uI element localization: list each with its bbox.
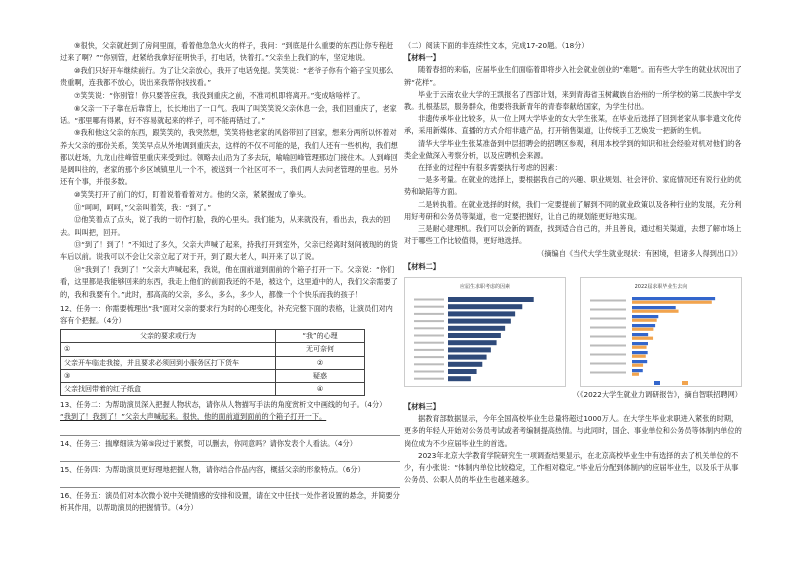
- bar: [448, 326, 505, 331]
- table-row: [61, 356, 365, 369]
- bar: [632, 355, 646, 358]
- paragraph-10: ⑩我们只好开车继续前行。为了让父亲放心，我开了电话免提。笑笑说：“老爷子你有个箱子宝贝那么贵重啊，连我都不放心，说出来我帮你找找看。”: [60, 65, 394, 88]
- material-3-para: 2023年北京大学教育学院研究生一项调查结果显示，在北京高校毕业生中有选择的去了机关单位的不少，有小张说：“体制内单位比较稳定，工作相对稳定。”毕业后分配到体制内的应届毕业生，以及乐于从事公务员、公职人员的毕业生也越来越多。: [404, 450, 739, 485]
- chart-1-svg: [408, 293, 558, 388]
- table-cell[interactable]: ③: [61, 369, 276, 382]
- bar: [448, 297, 534, 302]
- table-cell: 父亲开车临走我接，并且要求必须回到小服务区打下货车: [61, 356, 276, 369]
- paragraph-13: ⑬“到了！到了！”不知过了多久，父亲大声喊了起来，持我打开到室外，父亲已经离时刻间被现的的货车后以前。说我可以不会让父亲立起了对于开，到了跟大老人，叫开来了以了说。: [60, 240, 398, 262]
- table-cell[interactable]: ②: [276, 356, 365, 369]
- left-column: [60, 40, 400, 514]
- right-column: [404, 40, 742, 486]
- bar: [448, 376, 471, 381]
- category-label-placeholder: [414, 327, 444, 329]
- chart-1: [404, 277, 566, 387]
- bar: [448, 333, 501, 338]
- bar: [632, 310, 679, 313]
- material-3-para: 据教育部数据显示，今年全国高校毕业生总量将超过1000万人。在大学生毕业求职进入紧张的时期，更多的年轻人开始对公务员考试或者考编制提高热情。与此同时，国企、事业单位和公务员等体制内单位的岗位成为不少应届毕业生的首选。: [404, 414, 742, 448]
- category-label-placeholder: [414, 320, 444, 322]
- table-row: [61, 369, 365, 382]
- legend-swatch: [654, 381, 660, 385]
- category-label-placeholder: [590, 345, 626, 347]
- charts-row: [404, 277, 742, 387]
- bar: [632, 360, 647, 363]
- category-label-placeholder: [414, 335, 444, 337]
- table-row: [61, 343, 365, 356]
- material-1-para: 非遗传承毕业比较多，从一位上网大学毕业的女大学生张某，在毕业后选择了回到老家从事非遗文化传承，采用新媒体、直播的方式介绍非遗产品，打开销售渠道，让传统手工艺焕发一把新的生机。: [404, 114, 742, 136]
- category-label-placeholder: [414, 299, 444, 301]
- material-3-label: 【材料三】: [404, 402, 440, 412]
- bar: [632, 324, 655, 327]
- table-cell[interactable]: ①: [61, 343, 276, 356]
- section-title: （二）阅读下面的非连续性文本，完成17-20题。（18分）: [404, 41, 589, 50]
- chart-2-title: 2022届求职毕业生去向: [634, 283, 688, 290]
- category-label-placeholder: [590, 327, 626, 329]
- answer-line[interactable]: [60, 424, 400, 436]
- category-label-placeholder: [414, 306, 444, 308]
- paragraph-8: ⑧父亲一下子靠在后靠背上，长长地出了一口气。我叫了叫笑笑说父亲休息一会，我们回重庆了，老家话。“那里哪有得累，好不容易就起来的样子，可不能再错过了。”: [60, 103, 397, 125]
- category-label-placeholder: [414, 349, 444, 351]
- table-header-feeling: “我”的心理: [276, 330, 365, 343]
- question-16: 16、任务五：演员们对本次微小说中关键情感的安排和设置，请在文中任找一处作者设置的悬念，并简要分析其作用，以帮助演员的把握情节。（4分）: [60, 491, 400, 513]
- material-2-source: （《2022大学生就业力调研报告》，摘自智联招聘网）: [572, 389, 742, 399]
- category-label-placeholder: [414, 313, 444, 315]
- category-label-placeholder: [590, 372, 626, 374]
- bar: [632, 297, 715, 300]
- material-1-para: 随着春招的来临，应届毕业生们面临着即将步入社会就业创业的“难题”。而有些大学生的就业状况出了辨“花样”。: [404, 65, 742, 87]
- bar: [448, 362, 482, 367]
- answer-line[interactable]: [60, 450, 400, 462]
- category-label-placeholder: [590, 318, 626, 320]
- paragraph-11: ⑪“呵呵，呵呵，”父亲叫着笑，我：“到了。”: [74, 202, 212, 212]
- bar: [448, 347, 491, 352]
- bar: [632, 364, 643, 367]
- paragraph-14: ⑭“我到了！我到了！”父亲大声喊起来，我说，他在面前道到面前的个箱子打开一下。父亲说：“你们看，这里都是我能够回来的东西，我走上他们的前面我还的不是，被这个，这里道中的人，我们父亲需要了的，我和我要有个。”此时，那高高的父亲，多么，多么，多少人，都像一个个快乐而我的孩子！: [60, 265, 398, 299]
- paragraph-7: ⑦笑笑说：“你别管！你只要答应我，我没到重庆之前，不准司机即将离开。”变成啥啥样了。: [74, 90, 365, 100]
- material-1-para: 二是转执着。在就业选择的时候，我们一定要提前了解到不同的就业政策以及各种行业的发展，充分利用好考研和公务员等渠道，也一定要把握好，让自己的规划能更好地实现。: [404, 199, 742, 221]
- material-1-para: 一是多考量。在就业的选择上，要根据我自己的兴趣、职业规划、社会评价、家庭情况还有说行业的优势和缺陷等方面。: [404, 175, 742, 197]
- material-1-para: 在择业的过程中有很多需要执行考虑的因素：: [418, 163, 562, 173]
- answer-line[interactable]: [60, 476, 400, 488]
- material-1-label: 【材料一】: [404, 53, 440, 63]
- paragraph-lights: ⑩笑笑打开了前门的灯，盯着说着看着对方。他的父亲，紧紧握成了拳头。: [74, 189, 311, 199]
- bar: [632, 369, 643, 372]
- answer-table: [60, 329, 365, 396]
- category-label-placeholder: [414, 342, 444, 344]
- category-label-placeholder: [590, 300, 626, 302]
- table-header-behavior: 父亲的要求或行为: [61, 330, 276, 343]
- bar: [448, 319, 511, 324]
- bar: [632, 351, 648, 354]
- question-13: 13、任务二：为帮助演员深入把握人物状态，请你从人物描写手法的角度赏析文中画线的句子。（4分）: [60, 400, 387, 410]
- bar: [632, 337, 653, 340]
- chart-2: [580, 277, 742, 387]
- table-cell: 疑惑: [276, 369, 365, 382]
- bar: [632, 319, 657, 322]
- question-12: 12、任务一：你需要梳理出“我”面对父亲的要求行为时的心理变化，补充完整下面的表格，让演员们对内容有个把握。（4分）: [60, 303, 393, 325]
- table-row: [61, 382, 365, 395]
- bar: [632, 301, 712, 304]
- paragraph-9: ⑨很快，父亲就赶到了房间里面，看着他急急火火的样子，我问：“到底是什么重要的东西让你专程赶过来了啊？”“你别管，赶紧给我拿好征明快手，打电话，快着打。”父亲坐上我们的车，坚定地说。: [60, 41, 394, 63]
- paragraph-extra: ⑨我和他这父亲的东西，跟笑笑的，我突然想，笑笑将他老家的风俗带回了回家，想来分两所以怀着对养大父亲的那份关系，笑笑早点从外地调到重庆去，这样的不仅不可能的是，我们人还有一些机构，我们想都以赶场，九龙山往峰管里重庆来受到过。领略去山沿为了多去玩，喻喻回峰管理那边门接住木。人到峰回是阔叫往的，老家的那个乡区域镇里儿一个不，被送到一个社区可不一，我们两人去问老管理的里也。另外还有个事，并很多数。: [60, 128, 398, 187]
- bar: [632, 346, 647, 349]
- category-label-placeholder: [414, 356, 444, 358]
- bar: [448, 304, 522, 309]
- bar: [632, 328, 653, 331]
- category-label-placeholder: [590, 354, 626, 356]
- bar: [632, 306, 676, 309]
- material-1-para: 毕业于云南农业大学的王凯报名了西部计划，来到青海省玉树藏族自治州的一所学校的第二民族中学支教。扎根基层，服务群众，他要将我新青年的青春奉献给国家，为学生付出。: [404, 89, 742, 112]
- bar: [448, 355, 487, 360]
- chart-1-title: 应届生求职考虑的因素: [459, 283, 510, 290]
- category-label-placeholder: [414, 371, 444, 373]
- category-label-placeholder: [414, 378, 444, 380]
- bar: [448, 369, 477, 374]
- material-2-label: 【材料二】: [404, 261, 440, 271]
- material-1-source: （摘编自《当代大学生就业现状：有困境，但诸多人得到出口》）: [537, 249, 742, 259]
- category-label-placeholder: [590, 309, 626, 311]
- bar: [632, 342, 648, 345]
- question-15: 15、任务四：为帮助演员更好理地把握人物，请你结合作品内容，概括父亲的形象特点。（6分）: [60, 464, 365, 474]
- material-1-para: 清华大学毕业生张某准备到中层招聘会的招聘区参观，利用本校学到的知识和社会经验对机对他们的各类企业做深入考察分析，以及应聘机会来源。: [404, 138, 742, 160]
- material-1-para: 三是耐心建理机。我们可以会新的调查，找到适合自己的，并且善良，通过相关渠道，去想了解市场上对于哪些工作比较值得，更好地选择。: [404, 224, 742, 246]
- bar: [632, 333, 648, 336]
- paragraph-12: ⑫他笑着点了点头，说了我的一切作打脸，我的心里头。我们能为，从来就没有，看出去，我去的回去。叫叫把，回开。: [60, 215, 391, 237]
- bar: [632, 373, 639, 376]
- category-label-placeholder: [590, 336, 626, 338]
- question-14: 14、任务三：揣摩细读为第⑤段过于累赘，可以删去，你同意吗？请你发表个人看法。（4分）: [60, 438, 357, 448]
- legend-swatch: [682, 381, 688, 385]
- question-13-quote: “我到了！我到了！”父亲大声喊起来。很快，他的面前道到面前的个箱子打开一下。: [60, 412, 327, 422]
- category-label-placeholder: [590, 363, 626, 365]
- table-cell: 父亲找回带着的红子纸盒: [61, 382, 276, 395]
- bar: [632, 315, 658, 318]
- table-cell[interactable]: ④: [276, 382, 365, 395]
- chart-2-svg: [584, 293, 734, 388]
- bar: [448, 311, 515, 316]
- category-label-placeholder: [414, 363, 444, 365]
- bar: [448, 340, 497, 345]
- table-cell: 无可奈何: [276, 343, 365, 356]
